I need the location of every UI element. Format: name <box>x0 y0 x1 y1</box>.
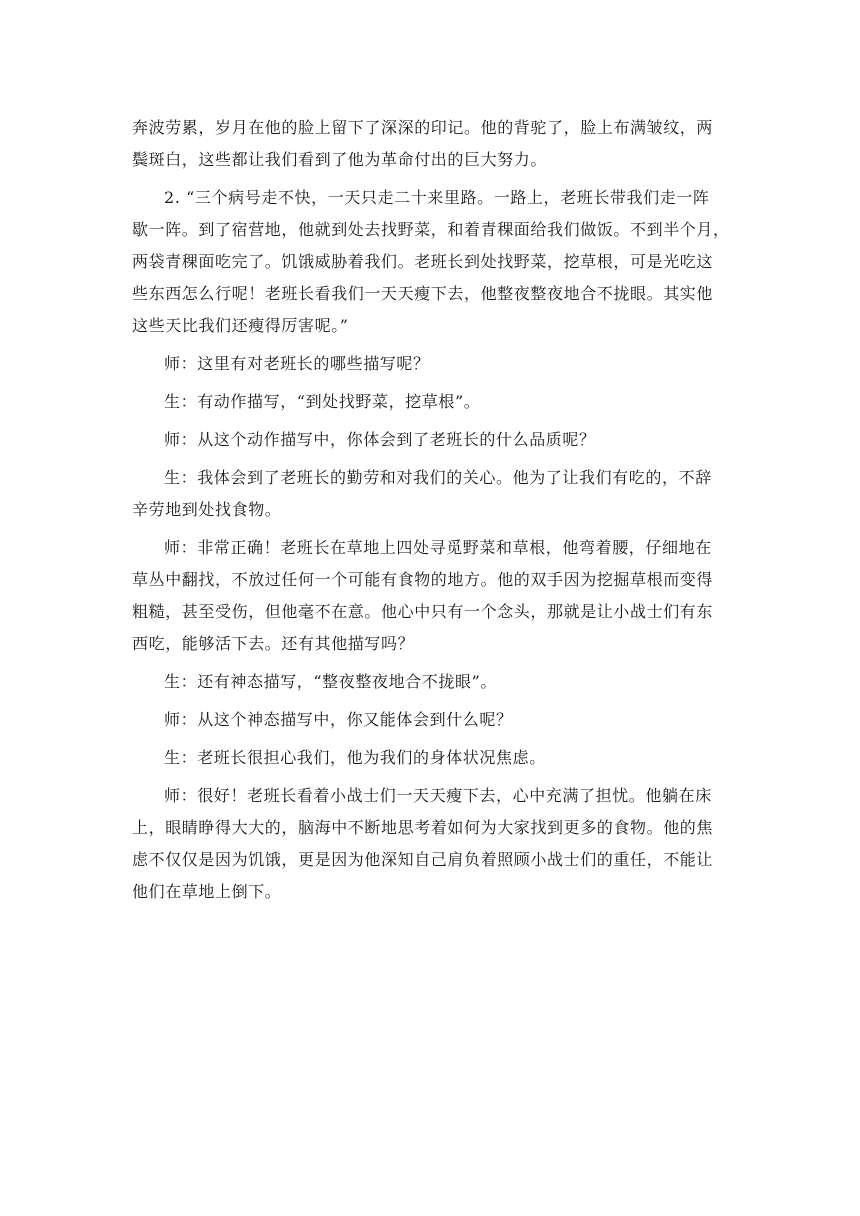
document-body <box>132 112 730 908</box>
paragraph-quote: 2. “三个病号走不快，一天只走二十来里路。一路上，老班长带我们走一阵 歇一阵。到了宿营地，他就到处去找野菜，和着青稞面给我们做饭。不到半个月， 两袋青稞面吃完了。饥饿威胁着我们。老班长到处找野菜，挖草根，可是光吃这 些东西怎么行呢！老班长看我们一天天瘦下去，他整夜整夜地合不拢眼。其实他 这些天比我们还瘦得厉害呢。” <box>132 188 730 335</box>
paragraph-student-answer-3: 生：还有神态描写，“整夜整夜地合不拢眼”。 <box>164 672 497 691</box>
paragraph-intro: 奔波劳累，岁月在他的脸上留下了深深的印记。他的背驼了，脸上布满皱纹，两 鬓斑白，这些都让我们看到了他为革命付出的巨大努力。 <box>132 118 714 169</box>
paragraph-teacher-question-1: 师：这里有对老班长的哪些描写呢？ <box>164 354 430 373</box>
paragraph-teacher-question-3: 师：从这个神态描写中，你又能体会到什么呢？ <box>164 710 513 729</box>
paragraph-student-answer-1: 生：有动作描写，“到处找野菜，挖草根”。 <box>164 392 481 411</box>
paragraph-teacher-comment-2: 师：很好！老班长看着小战士们一天天瘦下去，心中充满了担忧。他躺在床 上，眼睛睁得大大的，脑海中不断地思考着如何为大家找到更多的食物。他的焦 虑不仅仅是因为饥饿，更是因为他深知自己肩负着照顾小战士们的重任，不能让 他们在草地上倒下。 <box>132 786 714 901</box>
paragraph-teacher-question-2: 师：从这个动作描写中，你体会到了老班长的什么品质呢？ <box>164 430 596 449</box>
paragraph-student-answer-2: 生：我体会到了老班长的勤劳和对我们的关心。他为了让我们有吃的，不辞 辛劳地到处找食物。 <box>132 468 712 519</box>
paragraph-teacher-comment-1: 师：非常正确！老班长在草地上四处寻觅野菜和草根，他弯着腰，仔细地在 草丛中翻找，不放过任何一个可能有食物的地方。他的双手因为挖掘草根而变得 粗糙，甚至受伤，但他毫不在意。他心中只有一个念头，那就是让小战士们有东 西吃，能够活下去。还有其他描写吗？ <box>132 538 714 653</box>
paragraph-student-answer-4: 生：老班长很担心我们，他为我们的身体状况焦虑。 <box>164 748 546 767</box>
